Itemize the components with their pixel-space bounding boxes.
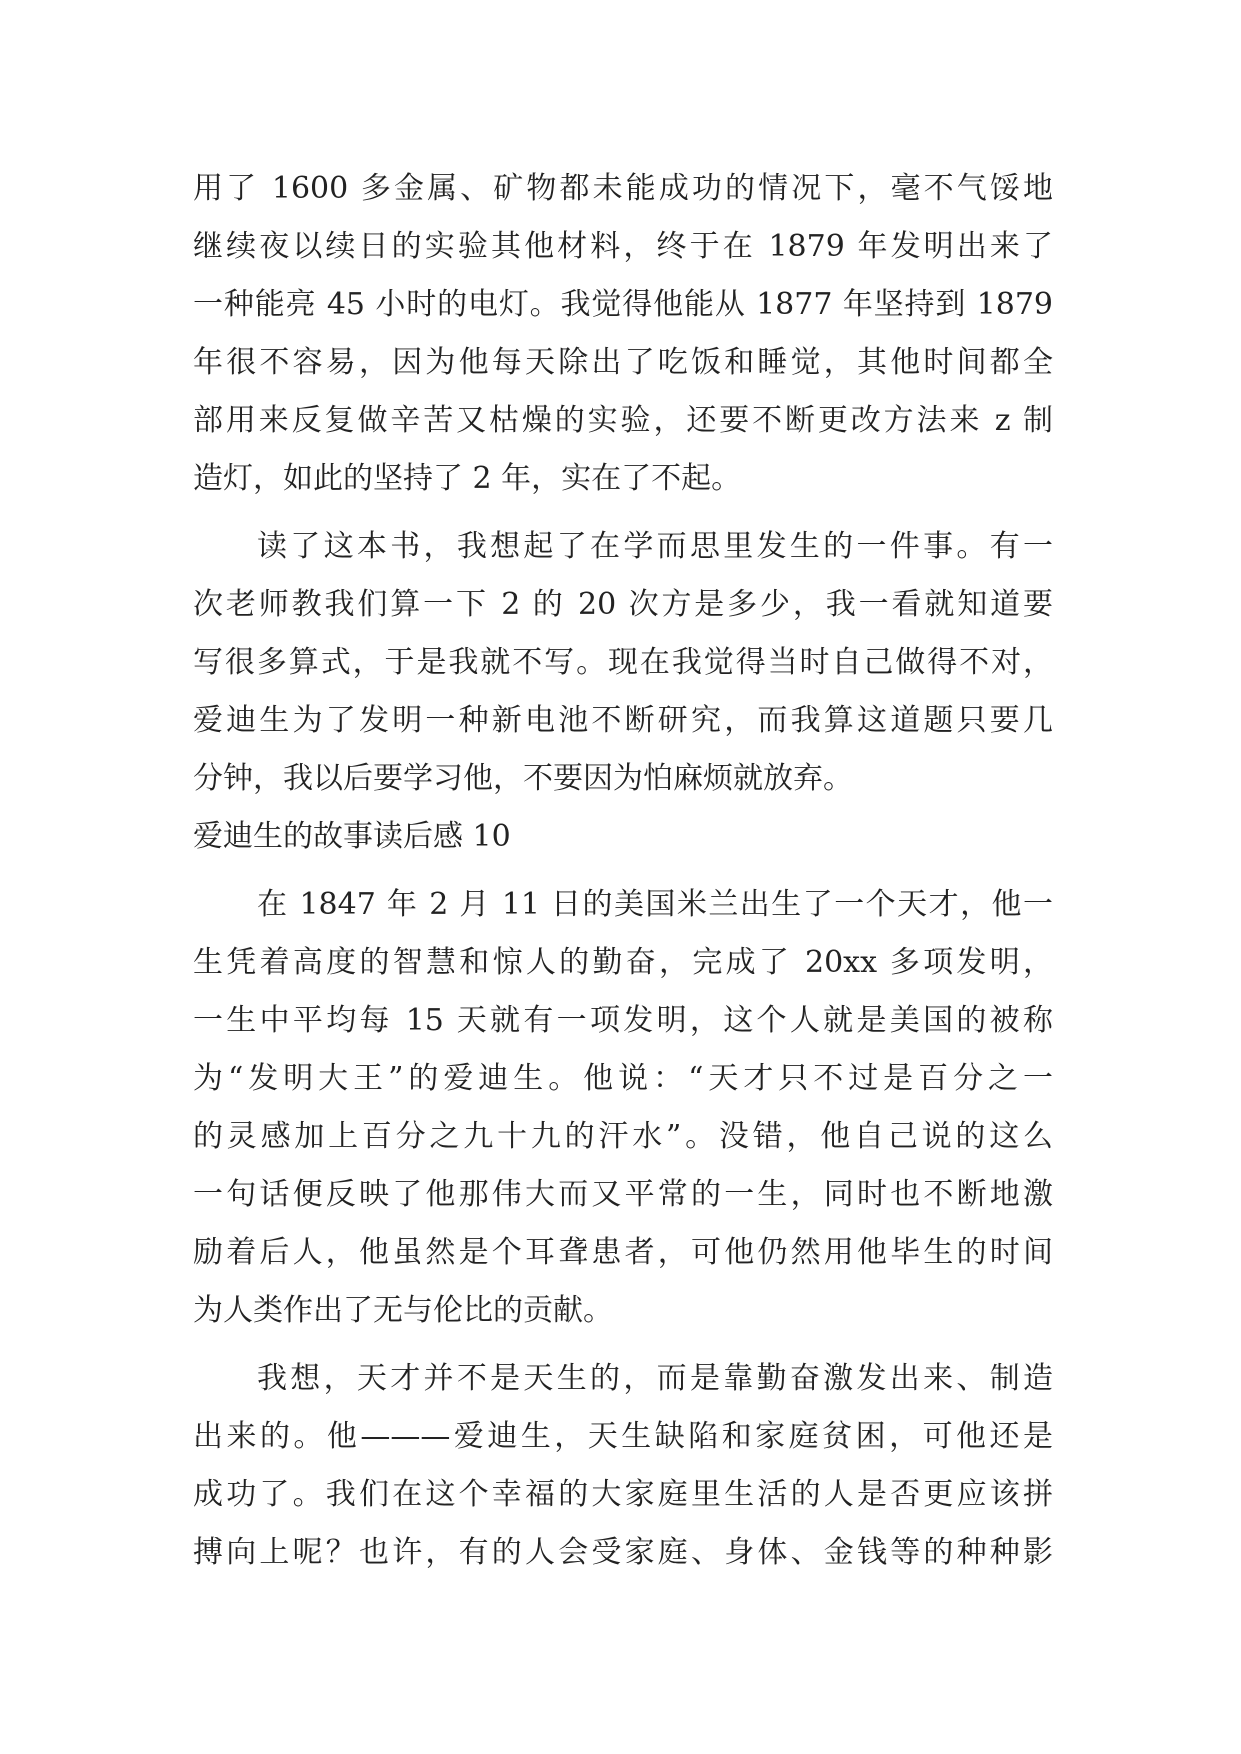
text-line: 继续夜以续日的实验其他材料，终于在 1879 年发明出来了 <box>193 229 1053 264</box>
text-line: 成功了。我们在这个幸福的大家庭里生活的人是否更应该拼 <box>193 1477 1053 1512</box>
text-line: 我想，天才并不是天生的，而是靠勤奋激发出来、制造 <box>257 1361 1053 1396</box>
text-line: 读了这本书，我想起了在学而思里发生的一件事。有一 <box>257 529 1053 564</box>
text-line: 年很不容易，因为他每天除出了吃饭和睡觉，其他时间都全 <box>193 345 1053 380</box>
text-line: 搏向上呢？也许，有的人会受家庭、身体、金钱等的种种影 <box>193 1535 1053 1570</box>
text-line: 次老师教我们算一下 2 的 20 次方是多少，我一看就知道要 <box>193 587 1053 622</box>
text-line: 励着后人，他虽然是个耳聋患者，可他仍然用他毕生的时间 <box>193 1235 1053 1270</box>
text-line: 部用来反复做辛苦又枯燥的实验，还要不断更改方法来 z 制 <box>193 403 1053 438</box>
text-line: 一生中平均每 15 天就有一项发明，这个人就是美国的被称 <box>193 1003 1053 1038</box>
text-line: 爱迪生为了发明一种新电池不断研究，而我算这道题只要几 <box>193 703 1053 738</box>
text-line: 为人类作出了无与伦比的贡献。 <box>193 1293 613 1328</box>
paragraph-1 <box>193 160 1053 508</box>
text-line: 写很多算式，于是我就不写。现在我觉得当时自己做得不对， <box>193 645 1053 680</box>
section-title: 爱迪生的故事读后感 10 <box>193 819 511 854</box>
text-line: 的灵感加上百分之九十九的汗水”。没错，他自己说的这么 <box>193 1119 1053 1154</box>
paragraph-4 <box>193 1350 1053 1582</box>
paragraph-3 <box>193 876 1053 1340</box>
text-line: 生凭着高度的智慧和惊人的勤奋，完成了 20xx 多项发明， <box>193 945 1053 980</box>
text-line: 分钟，我以后要学习他，不要因为怕麻烦就放弃。 <box>193 761 853 796</box>
text-line: 出来的。他———爱迪生，天生缺陷和家庭贫困，可他还是 <box>193 1419 1053 1454</box>
text-line: 一种能亮 45 小时的电灯。我觉得他能从 1877 年坚持到 1879 <box>193 287 1053 322</box>
paragraph-2 <box>193 518 1053 808</box>
text-line: 一句话便反映了他那伟大而又平常的一生，同时也不断地激 <box>193 1177 1053 1212</box>
text-line: 用了 1600 多金属、矿物都未能成功的情况下，毫不气馁地 <box>193 171 1053 206</box>
text-line: 造灯，如此的坚持了 2 年，实在了不起。 <box>193 461 742 496</box>
text-line: 为“发明大王”的爱迪生。他说：“天才只不过是百分之一 <box>193 1061 1053 1096</box>
text-line: 在 1847 年 2 月 11 日的美国米兰出生了一个天才，他一 <box>257 887 1053 922</box>
document-body <box>193 160 1053 1582</box>
